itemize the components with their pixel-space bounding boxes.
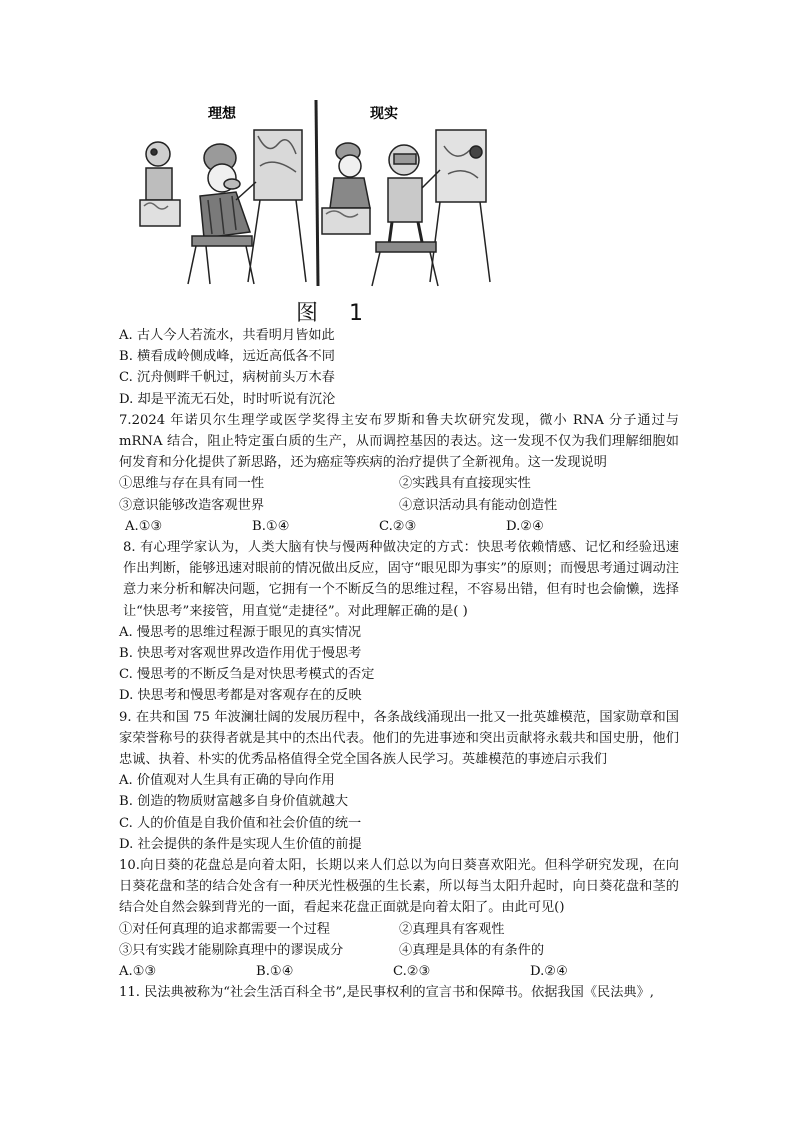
q8-option-b: B. 快思考对客观世界改造作用优于慢思考 bbox=[119, 645, 362, 661]
q10-option-b: B.①④ bbox=[256, 963, 294, 979]
q10-statement-2: ②真理具有客观性 bbox=[399, 921, 505, 937]
q8-stem: 8. 有心理学家认为，人类大脑有快与慢两种做决定的方式：快思考依赖情感、记忆和经验迅速作出判断，能够迅速对眼前的情况做出反应，固守“眼见即为事实”的原则；而慢思考通过调动注意力来分析和解决问题，它拥有一个不断反刍的思维过程，不容易出错，但有时也会偷懒，选择让“快思考”来接管，用直觉“走捷径”。对此理解正确的是( ) bbox=[123, 539, 679, 619]
q9-option-d: D. 社会提供的条件是实现人生价值的前提 bbox=[119, 836, 362, 852]
q10-option-d: D.②④ bbox=[530, 963, 568, 979]
q10-stem: 10.向日葵的花盘总是向着太阳，长期以来人们总以为向日葵喜欢阳光。但科学研究发现，在向日葵花盘和茎的结合处含有一种厌光性极强的生长素，所以每当太阳升起时，向日葵花盘和茎的结合处自然会躲到背光的一面，看起来花盘正面就是向着太阳了。由此可见() bbox=[119, 857, 679, 916]
figure-right-label: 现实 bbox=[370, 106, 398, 122]
exam-content bbox=[119, 325, 679, 1003]
q7-option-a: A.①③ bbox=[125, 518, 163, 534]
q10-option-a: A.①③ bbox=[119, 963, 157, 979]
ideal-vs-reality-cartoon bbox=[136, 96, 506, 292]
q6-option-b: B. 横看成岭侧成峰，远近高低各不同 bbox=[119, 349, 335, 365]
q8-option-d: D. 快思考和慢思考都是对客观存在的反映 bbox=[119, 688, 362, 704]
q9-option-b: B. 创造的物质财富越多自身价值就越大 bbox=[119, 794, 349, 810]
q9-option-c: C. 人的价值是自我价值和社会价值的统一 bbox=[119, 815, 362, 831]
q7-option-d: D.②④ bbox=[506, 518, 544, 534]
q11-stem: 11. 民法典被称为“社会生活百科全书”,是民事权利的宣言书和保障书。依据我国《民法典》, bbox=[119, 985, 654, 1001]
q8-option-c: C. 慢思考的不断反刍是对快思考模式的否定 bbox=[119, 667, 375, 683]
q10-statements-row1 bbox=[119, 919, 679, 940]
q7-statement-2: ②实践具有直接现实性 bbox=[399, 476, 531, 492]
q9-stem: 9. 在共和国 75 年波澜壮阔的发展历程中，各条战线涌现出一批又一批英雄模范，国家勋章和国家荣誉称号的获得者就是其中的杰出代表。他们的先进事迹和突出贡献将永载共和国史册，他们忠诚、执着、朴实的优秀品格值得全党全国各族人民学习。英雄模范的事迹启示我们 bbox=[119, 709, 679, 767]
figure-caption: 图 1 bbox=[296, 301, 375, 326]
q6-option-d: D. 却是平流无石处，时时听说有沉沦 bbox=[119, 391, 336, 407]
q6-option-c: C. 沉舟侧畔千帆过，病树前头万木春 bbox=[119, 370, 335, 386]
figure-left-label: 理想 bbox=[208, 106, 236, 122]
right-panel bbox=[322, 130, 490, 286]
q7-statements-row1 bbox=[119, 473, 679, 494]
q9-option-a: A. 价值观对人生具有正确的导向作用 bbox=[119, 773, 335, 789]
q7-options bbox=[119, 516, 679, 537]
q7-statements-row2 bbox=[119, 495, 679, 516]
cartoon-figure bbox=[136, 96, 506, 292]
q7-statement-3: ③意识能够改造客观世界 bbox=[119, 497, 265, 513]
q7-stem: 7.2024 年诺贝尔生理学或医学奖得主安布罗斯和鲁夫坎研究发现，微小 RNA 分子通过与 mRNA 结合，阻止特定蛋白质的生产，从而调控基因的表达。这一发现不仅为我们理解细胞如何发育和分化提供了新思路，还为癌症等疾病的治疗提供了全新视角。这一发现说明 bbox=[119, 412, 679, 471]
q7-option-c: C.②③ bbox=[379, 518, 417, 534]
q8-option-a: A. 慢思考的思维过程源于眼见的真实情况 bbox=[119, 624, 362, 640]
q7-statement-4: ④意识活动具有能动创造性 bbox=[399, 497, 558, 513]
q10-statement-4: ④真理是具体的有条件的 bbox=[399, 942, 545, 958]
q6-option-a: A. 古人今人若流水，共看明月皆如此 bbox=[119, 328, 335, 343]
q7-option-b: B.①④ bbox=[252, 518, 290, 534]
q10-options bbox=[119, 961, 679, 982]
figure-divider bbox=[316, 100, 318, 286]
q7-statement-1: ①思维与存在具有同一性 bbox=[119, 476, 265, 492]
q10-option-c: C.②③ bbox=[393, 963, 431, 979]
q10-statement-1: ①对任何真理的追求都需要一个过程 bbox=[119, 921, 330, 937]
q10-statement-3: ③只有实践才能剔除真理中的谬误成分 bbox=[119, 942, 344, 958]
q10-statements-row2 bbox=[119, 940, 679, 961]
left-panel bbox=[140, 130, 306, 284]
